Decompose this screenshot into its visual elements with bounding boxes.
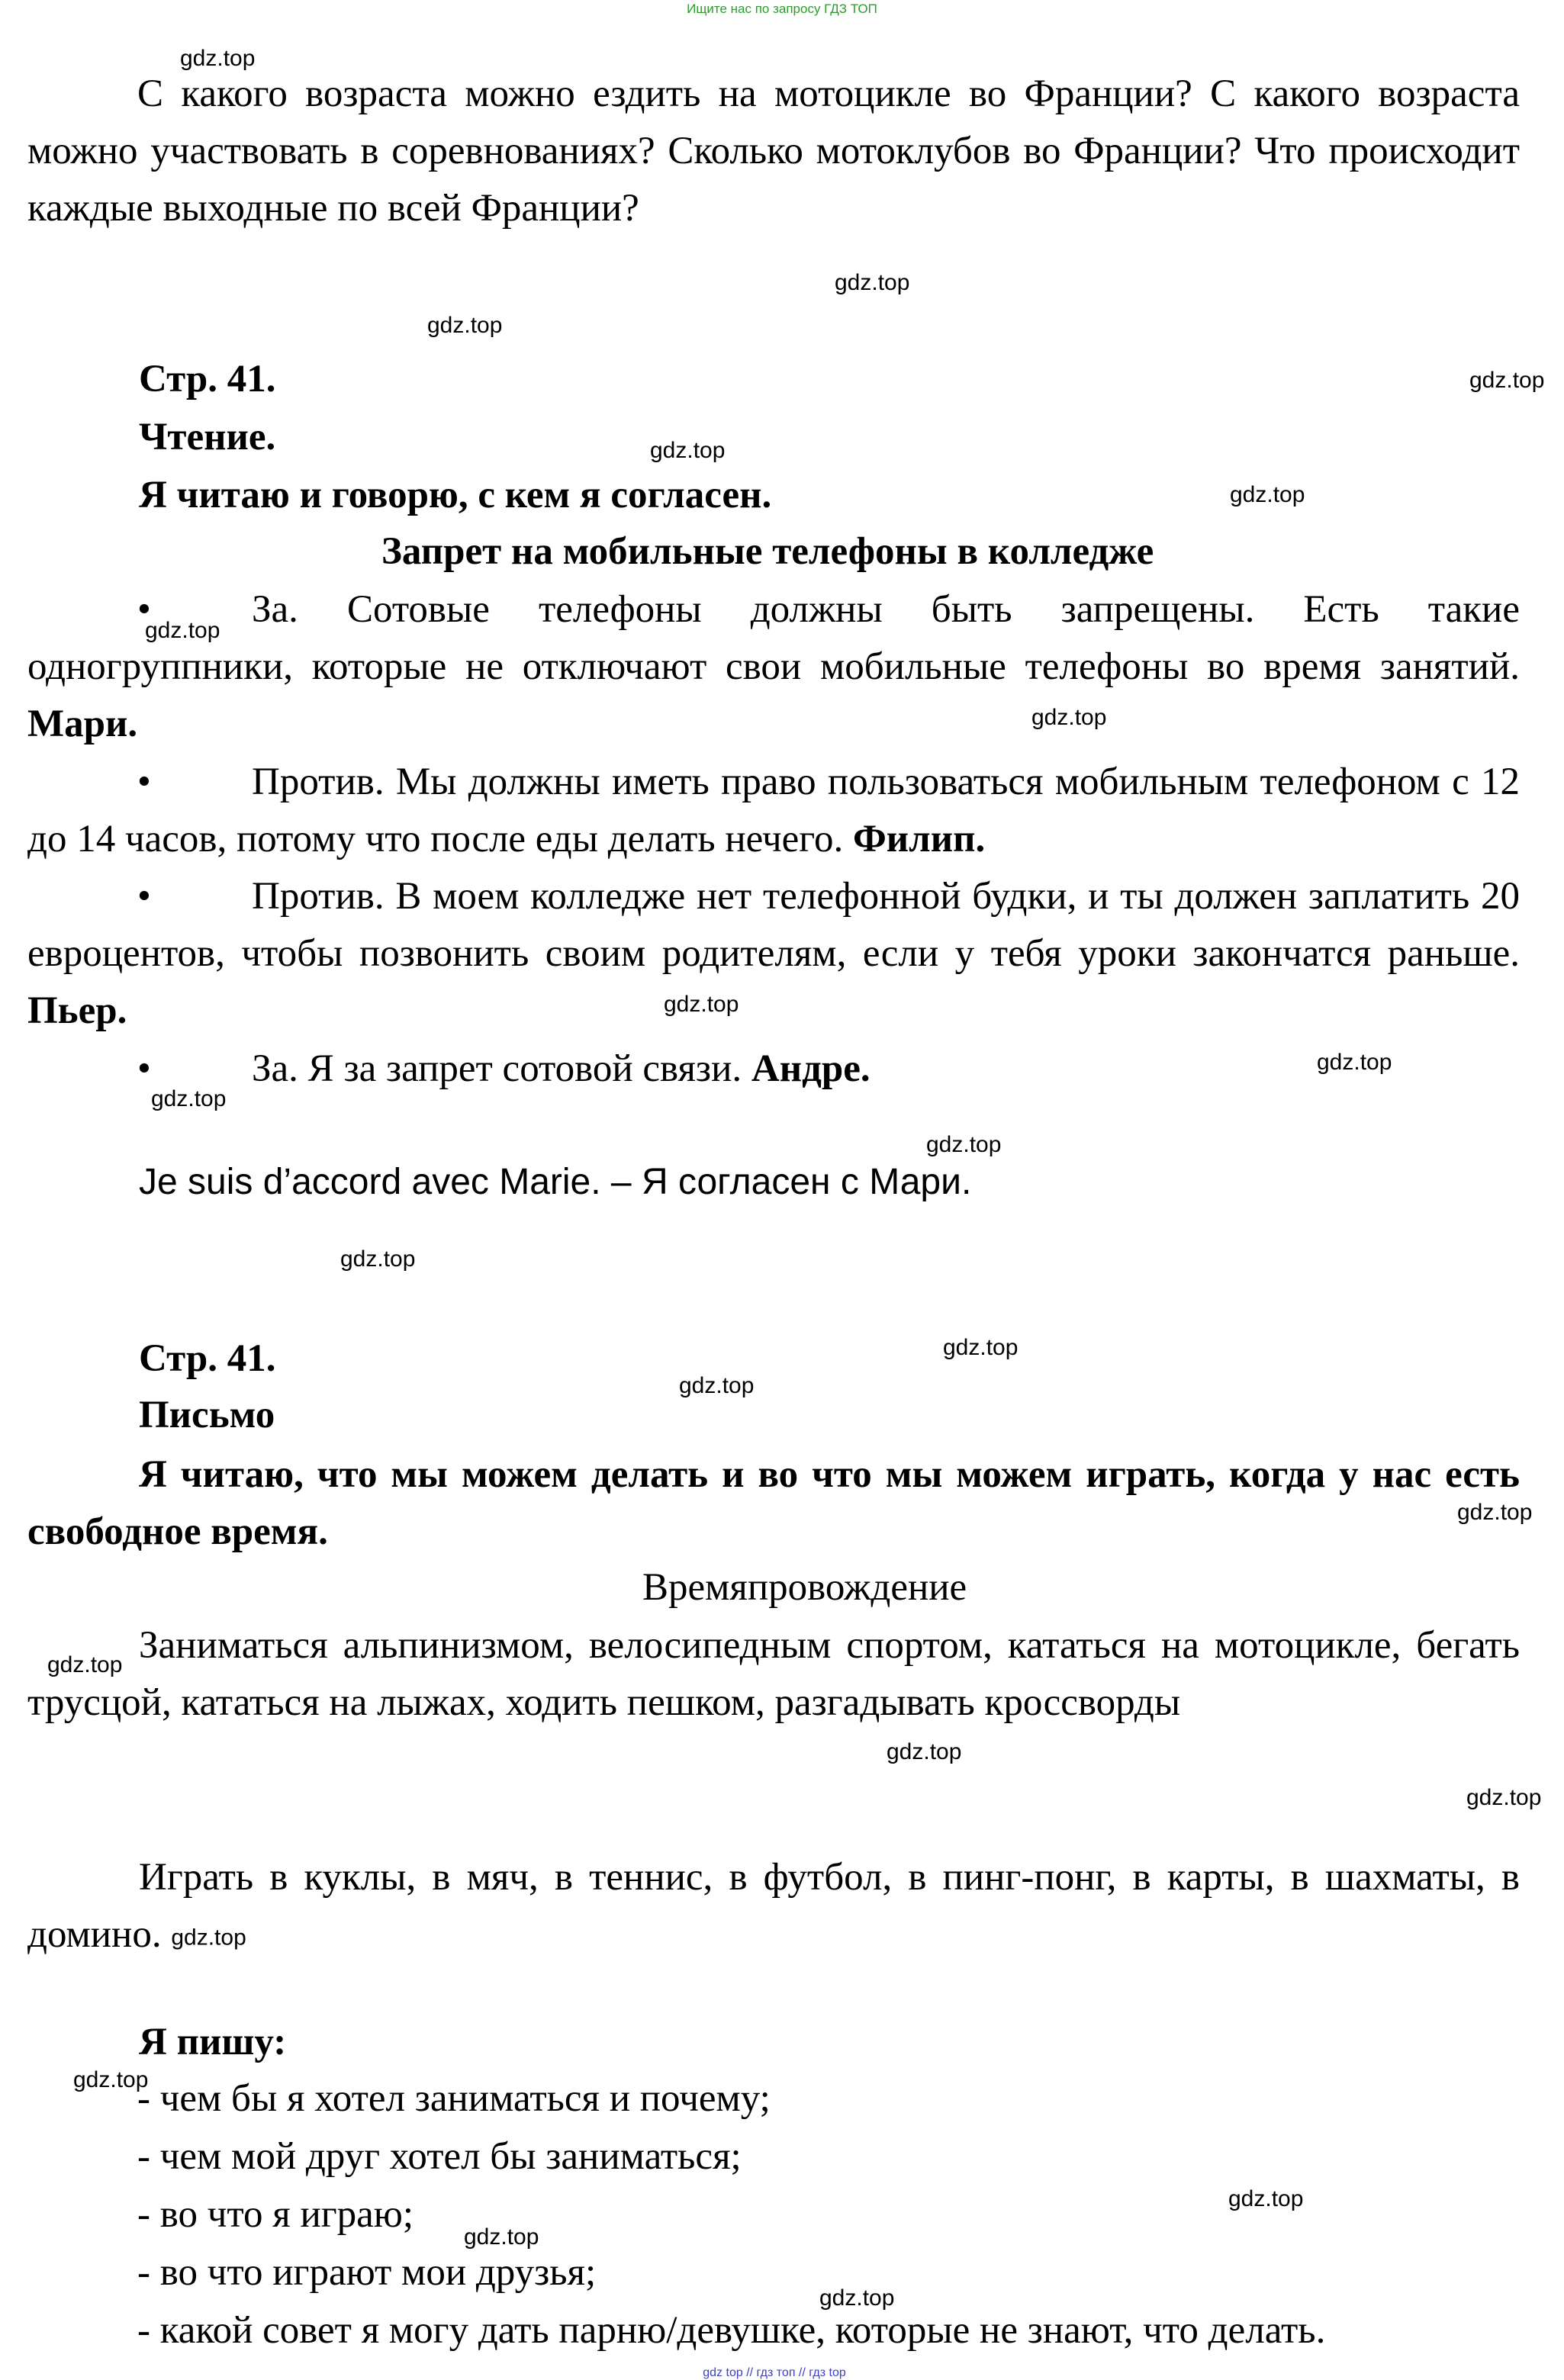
top-banner: Ищите нас по запросу ГДЗ ТОП <box>687 2 877 16</box>
section2-heading: Времяпровождение <box>642 1566 967 1609</box>
watermark-text: gdz.top <box>1317 1050 1392 1075</box>
bullet-marker: • <box>137 588 151 631</box>
item-author: Филип. <box>852 818 986 860</box>
list-item <box>27 868 1520 1040</box>
watermark-text: gdz.top <box>1457 1500 1533 1525</box>
games-text: Играть в куклы, в мяч, в теннис, в футбол, в пинг-понг, в карты, в шахматы, в домино. <box>27 1856 1520 1956</box>
write-item: - чем мой друг хотел бы заниматься; <box>137 2135 742 2178</box>
watermark-text: gdz.top <box>464 2224 539 2250</box>
watermark-text: gdz.top <box>943 1335 1019 1360</box>
bullet-marker: • <box>137 761 151 803</box>
item-text: За. Я за запрет сотовой связи. <box>252 1047 742 1090</box>
section1-title: Чтение. <box>139 416 276 458</box>
watermark-text: gdz.top <box>171 1925 246 1951</box>
watermark-text: gdz.top <box>1466 1785 1542 1810</box>
watermark-text: gdz.top <box>1031 705 1107 730</box>
write-item: - во что играют мои друзья; <box>137 2251 597 2294</box>
list-item <box>27 754 1520 868</box>
watermark-text: gdz.top <box>887 1739 962 1764</box>
write-title: Я пишу: <box>139 2021 287 2063</box>
section2-task: Я читаю, что мы можем делать и во что мы можем играть, когда у нас есть свободное время. <box>27 1453 1520 1553</box>
intro-paragraph: С какого возраста можно ездить на мотоцикле во Франции? С какого возраста можно участвовать в соревнованиях? Сколько мотоклубов во Франции? Что происходит каждые выходные по всей Франции? <box>27 72 1520 230</box>
item-author: Андре. <box>751 1047 870 1090</box>
write-item: - какой совет я могу дать парню/девушке, которые не знают, что делать. <box>137 2309 1326 2352</box>
write-item: - во что я играю; <box>137 2193 414 2236</box>
watermark-text: gdz.top <box>926 1132 1002 1157</box>
write-item: - чем бы я хотел заниматься и почему; <box>137 2077 771 2120</box>
section2-title: Письмо <box>139 1394 275 1436</box>
section1-heading: Запрет на мобильные телефоны в колледже <box>381 530 1154 573</box>
item-text: За. Сотовые телефоны должны быть запрещены. Есть такие одногруппники, которые не отключают свои мобильные телефоны во время занятий. <box>27 588 1520 688</box>
item-author: Пьер. <box>27 989 127 1032</box>
item-text: Против. Мы должны иметь право пользоваться мобильным телефоном с 12 до 14 часов, потому что после еды делать нечего. <box>27 761 1520 860</box>
watermark-text: gdz.top <box>145 618 220 643</box>
games-paragraph <box>27 1849 1520 1963</box>
section1-answer: Je suis d’accord avec Marie. – Я согласен с Мари. <box>139 1162 972 1202</box>
watermark-text: gdz.top <box>835 270 910 295</box>
watermark-text: gdz.top <box>73 2067 149 2092</box>
section1-page: Стр. 41. <box>139 358 276 400</box>
watermark-text: gdz.top <box>151 1086 227 1111</box>
activities-paragraph: Заниматься альпинизмом, велосипедным спортом, кататься на мотоцикле, бегать трусцой, кататься на лыжах, ходить пешком, разгадывать кроссворды <box>27 1624 1520 1724</box>
watermark-text: gdz.top <box>47 1652 123 1677</box>
list-item <box>27 581 1520 753</box>
watermark-text: gdz.top <box>1228 2186 1304 2211</box>
watermark-text: gdz.top <box>180 46 256 71</box>
bullet-marker: • <box>137 1047 151 1090</box>
watermark-text: gdz.top <box>679 1373 755 1398</box>
footer-links: gdz top // гдз топ // гдз top <box>703 2366 846 2379</box>
watermark-text: gdz.top <box>427 313 503 338</box>
watermark-text: gdz.top <box>1469 368 1545 393</box>
bullet-marker: • <box>137 875 151 918</box>
item-author: Мари. <box>27 703 138 745</box>
watermark-text: gdz.top <box>650 438 726 463</box>
item-text: Против. В моем колледже нет телефонной будки, и ты должен заплатить 20 евроцентов, чтобы позвонить своим родителям, если у тебя уроки закончатся раньше. <box>27 875 1520 975</box>
section1-task: Я читаю и говорю, с кем я согласен. <box>139 474 772 516</box>
watermark-text: gdz.top <box>340 1246 416 1272</box>
watermark-text: gdz.top <box>1230 482 1305 507</box>
list-item <box>252 1047 870 1090</box>
section2-page: Стр. 41. <box>139 1337 276 1380</box>
watermark-text: gdz.top <box>664 992 739 1017</box>
watermark-text: gdz.top <box>819 2285 895 2311</box>
